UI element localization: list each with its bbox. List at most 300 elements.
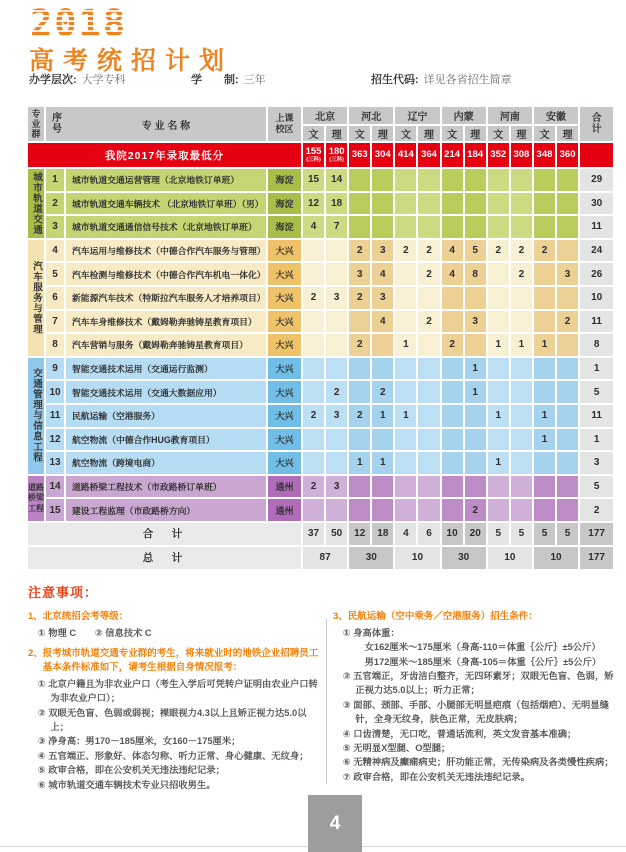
major-name: 道路桥梁工程技术（市政路桥订单班） [66, 476, 266, 498]
min-score-total [580, 143, 613, 167]
plan-count [395, 193, 416, 215]
note-item: ② 五官端正，牙齿洁白整齐，无四环素牙；双眼无色盲、色弱，矫正视力达5.0以上；听力正常； [342, 670, 614, 696]
row-seq: 13 [46, 452, 64, 474]
row-total: 5 [580, 476, 613, 498]
plan-count [372, 216, 393, 238]
major-name: 民航运输（空港服务） [66, 405, 266, 427]
plan-count [534, 476, 555, 498]
min-score-cell [465, 143, 486, 167]
plan-count [349, 216, 370, 238]
campus: 大兴 [268, 429, 301, 451]
note-title: 3、民航运输（空中乘务／空港服务）招生条件： [333, 611, 538, 622]
plan-count [395, 169, 416, 191]
plan-count: 2 [418, 263, 439, 285]
row-total: 1 [580, 358, 613, 380]
note-item: ① 身高体重： [342, 627, 400, 638]
header-track: 文 [349, 126, 370, 141]
plan-count: 2 [349, 334, 370, 356]
grand-count: 30 [349, 547, 393, 569]
plan-count [442, 476, 463, 498]
row-seq: 9 [46, 358, 64, 380]
grand-count: 30 [442, 547, 486, 569]
plan-count: 3 [372, 240, 393, 262]
header-major-column: 专 业 名 称 [66, 107, 266, 141]
plan-count: 3 [326, 476, 347, 498]
min-score-cell [511, 143, 532, 167]
plan-count [488, 381, 509, 403]
major-name: 航空物流（中德合作HUG教育项目） [66, 429, 266, 451]
plan-count [534, 381, 555, 403]
plan-count [488, 311, 509, 333]
plan-count [534, 499, 555, 521]
plan-count [349, 358, 370, 380]
note-item: ⑥ 城市轨道交通车辆技术专业只招收男生。 [37, 779, 216, 790]
plan-count [303, 452, 324, 474]
plan-count: 15 [303, 169, 324, 191]
plan-count [557, 381, 578, 403]
notes-divider [326, 619, 327, 784]
plan-count: 1 [511, 334, 532, 356]
row-total: 29 [580, 169, 613, 191]
plan-count: 2 [349, 405, 370, 427]
note-item: ⑦ 政审合格，即在公安机关无违法违纪记录。 [342, 771, 530, 782]
plan-count [511, 216, 532, 238]
row-total: 8 [580, 334, 613, 356]
min-score-cell [372, 143, 393, 167]
plan-count: 2 [303, 287, 324, 309]
plan-count [465, 452, 486, 474]
major-name: 新能源汽车技术（特斯拉汽车服务人才培养项目） [66, 287, 266, 309]
header-track: 文 [303, 126, 324, 141]
min-score-cell [442, 143, 463, 167]
plan-count [534, 358, 555, 380]
header-province: 河南 [488, 107, 532, 124]
plan-count [488, 358, 509, 380]
plan-count [488, 476, 509, 498]
note-title: 2、报考城市轨道交通专业群的考生，将来就业时的地铁企业招聘员工基本条件标准如下，请考生根据自身情况报考： [28, 648, 319, 673]
plan-count [557, 169, 578, 191]
plan-count [442, 452, 463, 474]
min-score-note: (三科) [329, 156, 344, 163]
plan-count [372, 193, 393, 215]
plan-count: 2 [557, 311, 578, 333]
plan-count: 12 [303, 193, 324, 215]
sum-count: 5 [534, 523, 555, 545]
note-item: ③ 面部、颈部、手部、小腿部无明显疤痕（包括烟疤）、无明显缝针，全身无纹身，肤色正常，无皮肤病； [342, 699, 609, 725]
plan-count [349, 499, 370, 521]
plan-count [418, 499, 439, 521]
min-score-value: 414 [397, 149, 414, 161]
meta-label: 办学层次: [29, 74, 77, 86]
plan-count [465, 169, 486, 191]
plan-count [557, 429, 578, 451]
note-item: ① 北京户籍且为非农业户口（考生入学后可凭转户证明由农业户口转为非农业户口）； [37, 678, 318, 704]
min-score-cell [488, 143, 509, 167]
plan-count: 1 [534, 429, 555, 451]
plan-count [395, 499, 416, 521]
sum-row-label: 合 计 [28, 523, 301, 545]
plan-count [418, 169, 439, 191]
plan-count: 2 [395, 240, 416, 262]
plan-count [303, 499, 324, 521]
campus: 大兴 [268, 381, 301, 403]
note-item: ⑥ 无精神病及癫痫病史；肝功能正常，无传染病及各类慢性疾病； [342, 757, 614, 768]
row-total: 26 [580, 263, 613, 285]
plan-count: 1 [395, 334, 416, 356]
plan-count [511, 311, 532, 333]
plan-count [326, 452, 347, 474]
campus: 大兴 [268, 287, 301, 309]
plan-count [395, 381, 416, 403]
plan-count [465, 193, 486, 215]
group-label: 汽车服务与管理 [28, 240, 44, 356]
plan-count [557, 334, 578, 356]
plan-count: 2 [372, 381, 393, 403]
notes-heading: 注意事项： [28, 585, 99, 600]
sum-count: 5 [511, 523, 532, 545]
group-label: 道路桥梁工程 [28, 476, 44, 521]
sum-count: 20 [465, 523, 486, 545]
plan-count [511, 452, 532, 474]
plan-count [418, 216, 439, 238]
plan-count [465, 216, 486, 238]
row-total: 11 [580, 311, 613, 333]
header-track: 理 [372, 126, 393, 141]
header-track: 理 [418, 126, 439, 141]
plan-count [442, 358, 463, 380]
header-track: 文 [488, 126, 509, 141]
row-total: 24 [580, 240, 613, 262]
grand-count: 10 [488, 547, 532, 569]
min-score-value: 352 [490, 149, 507, 161]
plan-count [303, 429, 324, 451]
grand-row-label: 总 计 [28, 547, 301, 569]
plan-count [349, 169, 370, 191]
plan-count: 1 [488, 405, 509, 427]
header-track: 文 [395, 126, 416, 141]
row-seq: 14 [46, 476, 64, 498]
major-name: 城市轨道交通车辆技术 （北京地铁订单班）（男） [66, 193, 266, 215]
plan-count [395, 287, 416, 309]
plan-count: 5 [465, 240, 486, 262]
row-seq: 11 [46, 405, 64, 427]
row-seq: 10 [46, 381, 64, 403]
campus: 大兴 [268, 311, 301, 333]
meta-label: 招生代码: [371, 74, 419, 86]
plan-count [395, 216, 416, 238]
major-name: 航空物流（跨境电商） [66, 452, 266, 474]
plan-count [511, 476, 532, 498]
campus: 海淀 [268, 216, 301, 238]
min-score-value: 364 [421, 149, 437, 161]
plan-count [465, 334, 486, 356]
plan-count: 2 [488, 240, 509, 262]
plan-count: 8 [465, 263, 486, 285]
plan-count [557, 193, 578, 215]
meta-education-level [29, 71, 191, 87]
meta-admission-code [371, 71, 512, 87]
plan-count [418, 358, 439, 380]
plan-count: 1 [465, 358, 486, 380]
grand-count: 10 [534, 547, 578, 569]
plan-count [557, 476, 578, 498]
sum-count: 50 [326, 523, 347, 545]
plan-count [326, 240, 347, 262]
min-score-cell [326, 143, 347, 167]
sum-count: 5 [488, 523, 509, 545]
plan-count [511, 405, 532, 427]
year-heading: 2018 [30, 2, 128, 45]
major-name: 汽车运用与维修技术（中德合作汽车服务与管理） [66, 240, 266, 262]
plan-count [326, 334, 347, 356]
notes-right [333, 603, 614, 792]
min-score-value: 155 [305, 146, 322, 157]
major-name: 智能交通技术运用（交通大数据应用） [66, 381, 266, 403]
plan-count [557, 240, 578, 262]
plan-count: 1 [488, 334, 509, 356]
campus: 大兴 [268, 240, 301, 262]
plan-count [418, 476, 439, 498]
plan-count: 4 [303, 216, 324, 238]
plan-count [349, 476, 370, 498]
plan-count [418, 334, 439, 356]
sum-count: 4 [395, 523, 416, 545]
plan-count [442, 287, 463, 309]
meta-value: 详见各省招生简章 [423, 74, 512, 86]
plan-count [349, 381, 370, 403]
row-seq: 7 [46, 311, 64, 333]
plan-count [488, 287, 509, 309]
plan-count: 1 [372, 405, 393, 427]
min-score-cell [557, 143, 578, 167]
meta-value: 大学专科 [81, 74, 126, 86]
plan-count: 2 [465, 499, 486, 521]
plan-count [326, 311, 347, 333]
plan-count: 1 [349, 452, 370, 474]
plan-count: 4 [372, 311, 393, 333]
note-title: 1、北京统招会考等级： [28, 611, 129, 622]
sum-count: 5 [557, 523, 578, 545]
plan-count: 1 [395, 405, 416, 427]
campus: 大兴 [268, 334, 301, 356]
row-total: 30 [580, 193, 613, 215]
plan-count: 2 [303, 476, 324, 498]
header-track: 文 [442, 126, 463, 141]
header-province: 河北 [349, 107, 393, 124]
header-province: 辽宁 [395, 107, 439, 124]
major-name: 城市轨道交通运营管理（北京地铁订单班） [66, 169, 266, 191]
plan-count [303, 381, 324, 403]
major-name: 汽车车身维修技术（戴姆勒奔驰铸星教育项目） [66, 311, 266, 333]
plan-count [465, 429, 486, 451]
header-total-column: 合计 [580, 107, 613, 141]
min-score-value: 180 [328, 146, 345, 157]
plan-count [418, 287, 439, 309]
plan-count [395, 452, 416, 474]
header-campus-column: 上课校区 [268, 107, 301, 141]
min-score-value: 304 [374, 149, 391, 161]
meta-label: 学 制: [191, 74, 239, 86]
plan-count [511, 499, 532, 521]
plan-count [418, 381, 439, 403]
plan-count [488, 499, 509, 521]
notes-columns [28, 603, 614, 792]
campus: 大兴 [268, 405, 301, 427]
header-province: 内蒙 [442, 107, 486, 124]
plan-count [511, 381, 532, 403]
major-name: 汽车营销与服务（戴姆勒奔驰铸星教育项目） [66, 334, 266, 356]
row-total: 11 [580, 405, 613, 427]
plan-count [303, 334, 324, 356]
plan-count [442, 381, 463, 403]
plan-count [442, 429, 463, 451]
plan-count: 1 [488, 452, 509, 474]
plan-count [442, 311, 463, 333]
plan-count: 4 [372, 263, 393, 285]
row-seq: 12 [46, 429, 64, 451]
plan-count [442, 216, 463, 238]
plan-count: 1 [534, 405, 555, 427]
sum-count: 18 [372, 523, 393, 545]
min-score-value: 360 [559, 149, 576, 161]
min-score-cell [349, 143, 370, 167]
plan-count: 7 [326, 216, 347, 238]
plan-table [28, 107, 614, 569]
header-seq-column: 序号 [46, 107, 68, 141]
header-province: 安徽 [534, 107, 578, 124]
plan-count [557, 452, 578, 474]
plan-count: 2 [511, 263, 532, 285]
sum-total: 177 [580, 523, 613, 545]
plan-count: 2 [442, 334, 463, 356]
plan-count [326, 499, 347, 521]
campus: 大兴 [268, 358, 301, 380]
plan-count [488, 216, 509, 238]
plan-count [488, 169, 509, 191]
plan-count [349, 311, 370, 333]
plan-count [395, 476, 416, 498]
plan-count [349, 429, 370, 451]
plan-count [303, 358, 324, 380]
note-item: ④ 口齿清楚，无口吃，普通话流利，英文发音基本准确； [342, 728, 577, 739]
meta-duration [191, 71, 371, 87]
min-score-value: 363 [351, 149, 368, 161]
row-total: 1 [580, 429, 613, 451]
row-seq: 3 [46, 216, 64, 238]
plan-count [534, 311, 555, 333]
header-province: 北京 [303, 107, 347, 124]
min-score-cell [395, 143, 416, 167]
plan-count: 18 [326, 193, 347, 215]
campus: 大兴 [268, 263, 301, 285]
major-name: 建设工程监理（市政路桥方向） [66, 499, 266, 521]
plan-count [534, 287, 555, 309]
plan-count [557, 216, 578, 238]
plan-count [326, 358, 347, 380]
plan-count: 14 [326, 169, 347, 191]
plan-count [442, 405, 463, 427]
campus: 通州 [268, 499, 301, 521]
plan-count [326, 429, 347, 451]
page-number-badge: 4 [308, 795, 362, 852]
plan-count [557, 499, 578, 521]
sum-count: 12 [349, 523, 370, 545]
plan-count [442, 193, 463, 215]
major-name: 智能交通技术运用（交通运行监测） [66, 358, 266, 380]
plan-count [349, 193, 370, 215]
header-group-column: 专业群 [28, 107, 44, 141]
row-seq: 4 [46, 240, 64, 262]
plan-count: 2 [326, 381, 347, 403]
plan-count: 3 [326, 405, 347, 427]
plan-count [465, 476, 486, 498]
min-score-value: 214 [444, 149, 461, 161]
grand-count: 10 [395, 547, 439, 569]
row-total: 11 [580, 216, 613, 238]
plan-count [372, 169, 393, 191]
row-seq: 15 [46, 499, 64, 521]
plan-count [442, 169, 463, 191]
page-title: 高考统招计划 [29, 47, 234, 75]
note-item: ③ 净身高：男170－185厘米，女160－175厘米； [37, 736, 241, 747]
grand-count: 87 [303, 547, 347, 569]
row-seq: 2 [46, 193, 64, 215]
plan-count [557, 287, 578, 309]
notes-left [28, 603, 320, 792]
campus: 通州 [268, 476, 301, 498]
plan-count: 3 [326, 287, 347, 309]
plan-count [488, 193, 509, 215]
grand-total: 177 [580, 547, 613, 569]
plan-count: 2 [534, 240, 555, 262]
major-name: 汽车检测与维修技术（中德合作汽车机电一体化） [66, 263, 266, 285]
row-seq: 8 [46, 334, 64, 356]
campus: 大兴 [268, 452, 301, 474]
note-item: 男172厘米～185厘米（身高-105＝体重｛公斤｝±5公斤） [355, 656, 602, 667]
plan-count [488, 263, 509, 285]
group-label: 城市轨道交通 [28, 169, 44, 238]
plan-count [372, 429, 393, 451]
note-item: ② 双眼无色盲、色弱或弱视；裸眼视力4.3以上且矫正视力达5.0以上； [37, 707, 307, 732]
plan-count: 3 [372, 287, 393, 309]
meta-row [29, 71, 615, 87]
plan-count [395, 429, 416, 451]
row-seq: 5 [46, 263, 64, 285]
plan-count [442, 499, 463, 521]
plan-count [372, 334, 393, 356]
header-track: 理 [511, 126, 532, 141]
row-total: 3 [580, 452, 613, 474]
min-score-note: (三科) [306, 156, 321, 163]
plan-count: 3 [465, 311, 486, 333]
plan-count [557, 358, 578, 380]
campus: 海淀 [268, 169, 301, 191]
plan-count [418, 429, 439, 451]
plan-count [465, 405, 486, 427]
plan-count: 1 [465, 381, 486, 403]
plan-count [534, 263, 555, 285]
plan-count [511, 193, 532, 215]
note-item: ⑤ 政审合格，即在公安机关无违法违纪记录； [37, 765, 225, 776]
plan-count [511, 169, 532, 191]
plan-count [465, 287, 486, 309]
header-track: 理 [557, 126, 578, 141]
plan-count [303, 311, 324, 333]
plan-count [418, 452, 439, 474]
sum-count: 10 [442, 523, 463, 545]
min-score-value: 184 [467, 149, 484, 161]
plan-count [418, 193, 439, 215]
